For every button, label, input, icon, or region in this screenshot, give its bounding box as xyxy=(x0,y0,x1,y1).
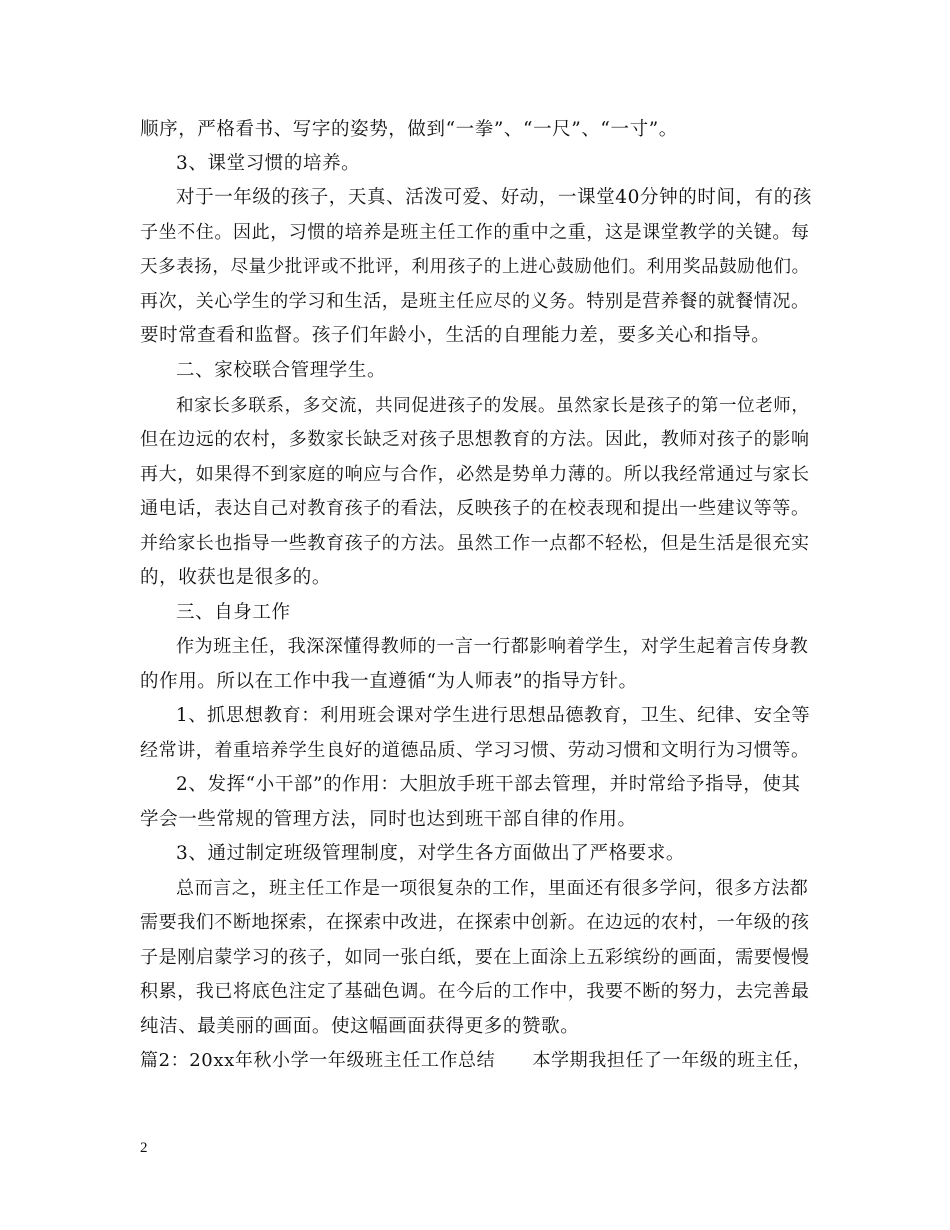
text-line: 1、抓思想教育：利用班会课对学生进行思想品德教育，卫生、纪律、安全等 xyxy=(176,705,811,726)
text-line: 纯洁、最美丽的画面。使这幅画面获得更多的赞歌。 xyxy=(140,1016,580,1037)
text-line: 学会一些常规的管理方法，同时也达到班干部自律的作用。 xyxy=(140,809,637,830)
text-line: 作为班主任，我深深懂得教师的一言一行都影响着学生，对学生起着言传身教 xyxy=(176,636,809,657)
text-line: 并给家长也指导一些教育孩子的方法。虽然工作一点都不轻松，但是生活是很充实 xyxy=(140,533,810,554)
text-line: 子坐不住。因此，习惯的培养是班主任工作的重中之重，这是课堂教学的关键。每 xyxy=(140,222,810,243)
text-line: 3、通过制定班级管理制度，对学生各方面做出了严格要求。 xyxy=(176,843,685,864)
section-heading: 二、家校联合管理学生。 xyxy=(176,360,387,381)
text-line: 总而言之，班主任工作是一项很复杂的工作，里面还有很多学问，很多方法都 xyxy=(176,878,809,899)
section-heading: 3、课堂习惯的培养。 xyxy=(176,153,361,174)
text-line: 需要我们不断地探索，在探索中改进，在探索中创新。在边远的农村，一年级的孩 xyxy=(140,912,810,933)
text-line: 积累，我已将底色注定了基础色调。在今后的工作中，我要不断的努力，去完善最 xyxy=(140,981,810,1002)
text-line: 经常讲，着重培养学生良好的道德品质、学习习惯、劳动习惯和文明行为习惯等。 xyxy=(140,740,810,761)
text-line: 2、发挥“小干部”的作用：大胆放手班干部去管理，并时常给予指导，使其 xyxy=(176,774,801,795)
page-number: 2 xyxy=(140,1140,148,1156)
text-line: 再大，如果得不到家庭的响应与合作，必然是势单力薄的。所以我经常通过与家长 xyxy=(140,464,810,485)
text-line: 要时常查看和监督。孩子们年龄小，生活的自理能力差，要多关心和指导。 xyxy=(140,325,771,346)
text-line: 的作用。所以在工作中我一直遵循“为人师表”的指导方针。 xyxy=(140,671,638,692)
text-line: 的，收获也是很多的。 xyxy=(140,567,332,588)
section-heading: 三、自身工作 xyxy=(176,602,291,623)
text-line: 对于一年级的孩子，天真、活泼可爱、好动，一课堂40分钟的时间，有的孩 xyxy=(176,187,812,208)
text-line: 再次，关心学生的学习和生活，是班主任应尽的义务。特别是营养餐的就餐情况。 xyxy=(140,291,810,312)
text-line: 和家长多联系，多交流，共同促进孩子的发展。虽然家长是孩子的第一位老师， xyxy=(176,396,810,416)
text-line: 顺序，严格看书、写字的姿势，做到“一拳”、“一尺”、“一寸”。 xyxy=(140,119,678,140)
text-line: 通电话，表达自己对教育孩子的看法，反映孩子的在校表现和提出一些建议等等。 xyxy=(140,498,810,519)
text-line: 篇2：20xx年秋小学一年级班主任工作总结 本学期我担任了一年级的班主任， xyxy=(140,1050,812,1071)
text-line: 天多表扬，尽量少批评或不批评，利用孩子的上进心鼓励他们。利用奖品鼓励他们。 xyxy=(140,257,810,277)
text-line: 子是刚启蒙学习的孩子，如同一张白纸，要在上面涂上五彩缤纷的画面，需要慢慢 xyxy=(140,947,810,968)
text-line: 但在边远的农村，多数家长缺乏对孩子思想教育的方法。因此，教师对孩子的影响 xyxy=(140,429,810,450)
